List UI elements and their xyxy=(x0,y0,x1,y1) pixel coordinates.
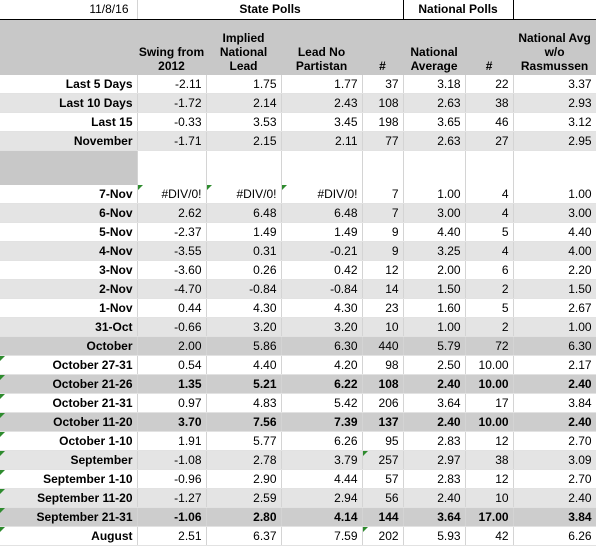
table-row xyxy=(0,355,596,374)
state-count-cell[interactable]: 95 xyxy=(362,431,403,450)
national-count-cell[interactable]: 46 xyxy=(465,113,513,132)
state-polls-header[interactable]: State Polls xyxy=(137,0,403,19)
state-count-cell[interactable]: 14 xyxy=(362,279,403,298)
lead-no-partisan-cell[interactable]: 4.30 xyxy=(281,298,362,317)
national-count-cell[interactable]: 38 xyxy=(465,94,513,113)
avg-wo-rasmussen-cell[interactable]: 3.84 xyxy=(513,393,596,412)
lead-no-partisan-cell[interactable]: 6.22 xyxy=(281,374,362,393)
row-label[interactable]: August xyxy=(0,526,137,545)
table-row xyxy=(0,488,596,507)
national-count-cell[interactable]: 17.00 xyxy=(465,507,513,526)
swing-cell[interactable]: -0.66 xyxy=(137,317,206,336)
lead-no-partisan-cell[interactable]: 2.94 xyxy=(281,488,362,507)
lead-no-partisan-cell[interactable]: 4.14 xyxy=(281,507,362,526)
row-label[interactable]: September xyxy=(0,450,137,469)
swing-cell[interactable]: -2.11 xyxy=(137,75,206,94)
national-average-cell[interactable]: 3.64 xyxy=(403,393,465,412)
table-row xyxy=(0,279,596,298)
implied-lead-cell[interactable]: 2.15 xyxy=(206,132,281,151)
national-average-cell[interactable]: 3.65 xyxy=(403,113,465,132)
state-count-cell[interactable]: 7 xyxy=(362,185,403,204)
implied-lead-cell[interactable]: 6.48 xyxy=(206,203,281,222)
col-header-count-state[interactable]: # xyxy=(362,19,403,75)
avg-wo-rasmussen-cell[interactable]: 1.00 xyxy=(513,317,596,336)
row-label[interactable]: November xyxy=(0,132,137,151)
swing-cell[interactable]: 2.51 xyxy=(137,526,206,545)
state-count-cell[interactable]: 440 xyxy=(362,336,403,355)
row-label[interactable]: 2-Nov xyxy=(0,279,137,298)
table-row xyxy=(0,260,596,279)
empty-cell[interactable] xyxy=(465,151,513,185)
state-count-cell[interactable]: 137 xyxy=(362,412,403,431)
avg-wo-rasmussen-cell[interactable]: 2.67 xyxy=(513,298,596,317)
implied-lead-cell[interactable]: 3.53 xyxy=(206,113,281,132)
empty-cell[interactable] xyxy=(362,151,403,185)
swing-cell[interactable]: -2.37 xyxy=(137,222,206,241)
col-header-avg-wo-rasmussen[interactable]: National Avg w/o Rasmussen xyxy=(513,19,596,75)
national-average-cell[interactable]: 4.40 xyxy=(403,222,465,241)
state-count-cell[interactable]: 98 xyxy=(362,355,403,374)
national-count-cell[interactable]: 4 xyxy=(465,185,513,204)
row-label[interactable]: September 21-31 xyxy=(0,507,137,526)
state-count-cell[interactable]: 56 xyxy=(362,488,403,507)
avg-wo-rasmussen-cell[interactable]: 4.40 xyxy=(513,222,596,241)
row-label[interactable]: October 27-31 xyxy=(0,355,137,374)
lead-no-partisan-cell[interactable]: 4.44 xyxy=(281,469,362,488)
table-row xyxy=(0,241,596,260)
avg-wo-rasmussen-cell[interactable]: 1.50 xyxy=(513,279,596,298)
avg-wo-rasmussen-cell[interactable]: 2.70 xyxy=(513,431,596,450)
table-row xyxy=(0,132,596,151)
lead-no-partisan-cell[interactable]: 6.48 xyxy=(281,203,362,222)
swing-cell[interactable]: -4.70 xyxy=(137,279,206,298)
lead-no-partisan-cell[interactable]: #DIV/0! xyxy=(281,185,362,204)
implied-lead-cell[interactable]: 3.20 xyxy=(206,317,281,336)
state-count-cell[interactable]: 10 xyxy=(362,317,403,336)
swing-cell[interactable]: -1.72 xyxy=(137,94,206,113)
national-average-cell[interactable]: 2.50 xyxy=(403,355,465,374)
swing-cell[interactable]: -0.96 xyxy=(137,469,206,488)
state-count-cell[interactable]: 9 xyxy=(362,222,403,241)
row-label[interactable]: October 21-26 xyxy=(0,374,137,393)
lead-no-partisan-cell[interactable]: 2.43 xyxy=(281,94,362,113)
national-count-cell[interactable]: 10.00 xyxy=(465,355,513,374)
avg-wo-rasmussen-cell[interactable]: 2.95 xyxy=(513,132,596,151)
implied-lead-cell[interactable]: 2.90 xyxy=(206,469,281,488)
col-header-implied[interactable]: Implied National Lead xyxy=(206,19,281,75)
implied-lead-cell[interactable]: 1.49 xyxy=(206,222,281,241)
swing-cell[interactable]: 0.44 xyxy=(137,298,206,317)
swing-cell[interactable]: -1.08 xyxy=(137,450,206,469)
row-label[interactable]: 1-Nov xyxy=(0,298,137,317)
lead-no-partisan-cell[interactable]: 3.45 xyxy=(281,113,362,132)
implied-lead-cell[interactable]: 4.83 xyxy=(206,393,281,412)
national-average-cell[interactable]: 2.83 xyxy=(403,469,465,488)
col-header-lead-np[interactable]: Lead No Partistan xyxy=(281,19,362,75)
national-average-cell[interactable]: 1.00 xyxy=(403,317,465,336)
national-average-cell[interactable]: 2.40 xyxy=(403,374,465,393)
national-count-cell[interactable]: 4 xyxy=(465,241,513,260)
national-average-cell[interactable]: 2.40 xyxy=(403,488,465,507)
national-count-cell[interactable]: 10 xyxy=(465,488,513,507)
implied-lead-cell[interactable]: 2.59 xyxy=(206,488,281,507)
state-count-cell[interactable]: 37 xyxy=(362,75,403,94)
national-count-cell[interactable]: 12 xyxy=(465,469,513,488)
spacer-row xyxy=(0,151,596,185)
empty-cell[interactable] xyxy=(513,151,596,185)
state-count-cell[interactable]: 108 xyxy=(362,94,403,113)
state-count-cell[interactable]: 7 xyxy=(362,203,403,222)
state-count-cell[interactable]: 23 xyxy=(362,298,403,317)
state-count-cell[interactable]: 77 xyxy=(362,132,403,151)
empty-cell[interactable] xyxy=(0,151,137,185)
col-header-count-national[interactable]: # xyxy=(465,19,513,75)
row-label[interactable]: Last 10 Days xyxy=(0,94,137,113)
empty-cell[interactable] xyxy=(137,151,206,185)
row-label[interactable]: Last 15 xyxy=(0,113,137,132)
row-label[interactable]: October 1-10 xyxy=(0,431,137,450)
swing-cell[interactable]: 2.62 xyxy=(137,203,206,222)
avg-wo-rasmussen-cell[interactable]: 2.93 xyxy=(513,94,596,113)
row-label[interactable]: Last 5 Days xyxy=(0,75,137,94)
state-count-cell[interactable]: 57 xyxy=(362,469,403,488)
row-label[interactable]: 3-Nov xyxy=(0,260,137,279)
national-polls-header[interactable]: National Polls xyxy=(403,0,513,19)
national-count-cell[interactable]: 5 xyxy=(465,298,513,317)
avg-wo-rasmussen-cell[interactable]: 6.26 xyxy=(513,526,596,545)
implied-lead-cell[interactable]: 5.77 xyxy=(206,431,281,450)
empty-cell[interactable] xyxy=(206,151,281,185)
swing-cell[interactable]: 3.70 xyxy=(137,412,206,431)
swing-cell[interactable]: -1.27 xyxy=(137,488,206,507)
implied-lead-cell[interactable]: 5.21 xyxy=(206,374,281,393)
avg-wo-rasmussen-cell[interactable]: 2.17 xyxy=(513,355,596,374)
empty-header-cell[interactable] xyxy=(513,0,596,19)
national-average-cell[interactable]: 5.79 xyxy=(403,336,465,355)
row-label[interactable]: 31-Oct xyxy=(0,317,137,336)
national-average-cell[interactable]: 5.93 xyxy=(403,526,465,545)
avg-wo-rasmussen-cell[interactable]: 6.30 xyxy=(513,336,596,355)
lead-no-partisan-cell[interactable]: 4.20 xyxy=(281,355,362,374)
state-count-cell[interactable]: 257 xyxy=(362,450,403,469)
national-count-cell[interactable]: 4 xyxy=(465,203,513,222)
row-label[interactable]: September 1-10 xyxy=(0,469,137,488)
swing-cell[interactable]: #DIV/0! xyxy=(137,185,206,204)
national-average-cell[interactable]: 2.63 xyxy=(403,94,465,113)
state-count-cell[interactable]: 198 xyxy=(362,113,403,132)
avg-wo-rasmussen-cell[interactable]: 3.37 xyxy=(513,75,596,94)
state-count-cell[interactable]: 12 xyxy=(362,260,403,279)
swing-cell[interactable]: 0.97 xyxy=(137,393,206,412)
swing-cell[interactable]: -1.06 xyxy=(137,507,206,526)
implied-lead-cell[interactable]: 7.56 xyxy=(206,412,281,431)
state-count-cell[interactable]: 9 xyxy=(362,241,403,260)
national-average-cell[interactable]: 1.00 xyxy=(403,185,465,204)
national-count-cell[interactable]: 38 xyxy=(465,450,513,469)
national-count-cell[interactable]: 6 xyxy=(465,260,513,279)
group-header-row xyxy=(0,0,596,19)
avg-wo-rasmussen-cell[interactable]: 2.20 xyxy=(513,260,596,279)
empty-cell[interactable] xyxy=(281,151,362,185)
table-row xyxy=(0,450,596,469)
col-header-swing[interactable]: Swing from 2012 xyxy=(137,19,206,75)
lead-no-partisan-cell[interactable]: 1.49 xyxy=(281,222,362,241)
row-label[interactable]: 5-Nov xyxy=(0,222,137,241)
state-count-cell[interactable]: 206 xyxy=(362,393,403,412)
row-label[interactable]: October 21-31 xyxy=(0,393,137,412)
implied-lead-cell[interactable]: 4.40 xyxy=(206,355,281,374)
table-row xyxy=(0,203,596,222)
national-count-cell[interactable]: 5 xyxy=(465,222,513,241)
avg-wo-rasmussen-cell[interactable]: 3.12 xyxy=(513,113,596,132)
sheet-date[interactable]: 11/8/16 xyxy=(0,0,137,19)
implied-lead-cell[interactable]: 1.75 xyxy=(206,75,281,94)
national-average-cell[interactable]: 3.18 xyxy=(403,75,465,94)
implied-lead-cell[interactable]: -0.84 xyxy=(206,279,281,298)
lead-no-partisan-cell[interactable]: 6.26 xyxy=(281,431,362,450)
swing-cell[interactable]: -3.60 xyxy=(137,260,206,279)
implied-lead-cell[interactable]: 4.30 xyxy=(206,298,281,317)
table-row xyxy=(0,317,596,336)
avg-wo-rasmussen-cell[interactable]: 2.40 xyxy=(513,374,596,393)
lead-no-partisan-cell[interactable]: 2.11 xyxy=(281,132,362,151)
table-row xyxy=(0,507,596,526)
national-average-cell[interactable]: 1.60 xyxy=(403,298,465,317)
swing-cell[interactable]: -0.33 xyxy=(137,113,206,132)
table-row xyxy=(0,222,596,241)
implied-lead-cell[interactable]: 2.78 xyxy=(206,450,281,469)
national-count-cell[interactable]: 12 xyxy=(465,431,513,450)
avg-wo-rasmussen-cell[interactable]: 2.40 xyxy=(513,488,596,507)
national-average-cell[interactable]: 1.50 xyxy=(403,279,465,298)
lead-no-partisan-cell[interactable]: -0.21 xyxy=(281,241,362,260)
national-average-cell[interactable]: 3.25 xyxy=(403,241,465,260)
row-label[interactable]: 4-Nov xyxy=(0,241,137,260)
column-header-row xyxy=(0,19,596,75)
national-average-cell[interactable]: 2.63 xyxy=(403,132,465,151)
table-row xyxy=(0,185,596,204)
lead-no-partisan-cell[interactable]: 3.20 xyxy=(281,317,362,336)
national-count-cell[interactable]: 10.00 xyxy=(465,374,513,393)
avg-wo-rasmussen-cell[interactable]: 4.00 xyxy=(513,241,596,260)
state-count-cell[interactable]: 144 xyxy=(362,507,403,526)
implied-lead-cell[interactable]: 0.26 xyxy=(206,260,281,279)
col-header-label[interactable] xyxy=(0,19,137,75)
lead-no-partisan-cell[interactable]: 5.42 xyxy=(281,393,362,412)
empty-cell[interactable] xyxy=(403,151,465,185)
swing-cell[interactable]: 1.35 xyxy=(137,374,206,393)
lead-no-partisan-cell[interactable]: -0.84 xyxy=(281,279,362,298)
lead-no-partisan-cell[interactable]: 1.77 xyxy=(281,75,362,94)
national-average-cell[interactable]: 3.64 xyxy=(403,507,465,526)
implied-lead-cell[interactable]: 6.37 xyxy=(206,526,281,545)
swing-cell[interactable]: 2.00 xyxy=(137,336,206,355)
swing-cell[interactable]: -1.71 xyxy=(137,132,206,151)
national-count-cell[interactable]: 2 xyxy=(465,279,513,298)
avg-wo-rasmussen-cell[interactable]: 3.00 xyxy=(513,203,596,222)
table-row xyxy=(0,374,596,393)
implied-lead-cell[interactable]: 2.14 xyxy=(206,94,281,113)
table-row xyxy=(0,469,596,488)
lead-no-partisan-cell[interactable]: 7.59 xyxy=(281,526,362,545)
national-count-cell[interactable]: 72 xyxy=(465,336,513,355)
table-row xyxy=(0,336,596,355)
swing-cell[interactable]: 1.91 xyxy=(137,431,206,450)
table-row xyxy=(0,526,596,545)
implied-lead-cell[interactable]: 5.86 xyxy=(206,336,281,355)
table-row xyxy=(0,75,596,94)
implied-lead-cell[interactable]: 0.31 xyxy=(206,241,281,260)
row-label[interactable]: October 11-20 xyxy=(0,412,137,431)
col-header-national-avg[interactable]: National Average xyxy=(403,19,465,75)
national-count-cell[interactable]: 27 xyxy=(465,132,513,151)
lead-no-partisan-cell[interactable]: 0.42 xyxy=(281,260,362,279)
national-average-cell[interactable]: 2.00 xyxy=(403,260,465,279)
swing-cell[interactable]: -3.55 xyxy=(137,241,206,260)
national-average-cell[interactable]: 2.97 xyxy=(403,450,465,469)
lead-no-partisan-cell[interactable]: 7.39 xyxy=(281,412,362,431)
row-label[interactable]: September 11-20 xyxy=(0,488,137,507)
national-count-cell[interactable]: 42 xyxy=(465,526,513,545)
lead-no-partisan-cell[interactable]: 6.30 xyxy=(281,336,362,355)
national-count-cell[interactable]: 2 xyxy=(465,317,513,336)
national-average-cell[interactable]: 2.40 xyxy=(403,412,465,431)
row-label[interactable]: October xyxy=(0,336,137,355)
table-row xyxy=(0,412,596,431)
row-label[interactable]: 6-Nov xyxy=(0,203,137,222)
national-count-cell[interactable]: 22 xyxy=(465,75,513,94)
table-row xyxy=(0,298,596,317)
table-row xyxy=(0,431,596,450)
implied-lead-cell[interactable]: #DIV/0! xyxy=(206,185,281,204)
table-row xyxy=(0,113,596,132)
row-label[interactable]: 7-Nov xyxy=(0,185,137,204)
swing-cell[interactable]: 0.54 xyxy=(137,355,206,374)
avg-wo-rasmussen-cell[interactable]: 3.09 xyxy=(513,450,596,469)
avg-wo-rasmussen-cell[interactable]: 2.40 xyxy=(513,412,596,431)
national-count-cell[interactable]: 10.00 xyxy=(465,412,513,431)
state-count-cell[interactable]: 202 xyxy=(362,526,403,545)
avg-wo-rasmussen-cell[interactable]: 1.00 xyxy=(513,185,596,204)
national-average-cell[interactable]: 2.83 xyxy=(403,431,465,450)
national-average-cell[interactable]: 3.00 xyxy=(403,203,465,222)
table-row xyxy=(0,94,596,113)
implied-lead-cell[interactable]: 2.80 xyxy=(206,507,281,526)
avg-wo-rasmussen-cell[interactable]: 2.70 xyxy=(513,469,596,488)
national-count-cell[interactable]: 17 xyxy=(465,393,513,412)
table-row xyxy=(0,393,596,412)
avg-wo-rasmussen-cell[interactable]: 3.84 xyxy=(513,507,596,526)
state-count-cell[interactable]: 108 xyxy=(362,374,403,393)
lead-no-partisan-cell[interactable]: 3.79 xyxy=(281,450,362,469)
